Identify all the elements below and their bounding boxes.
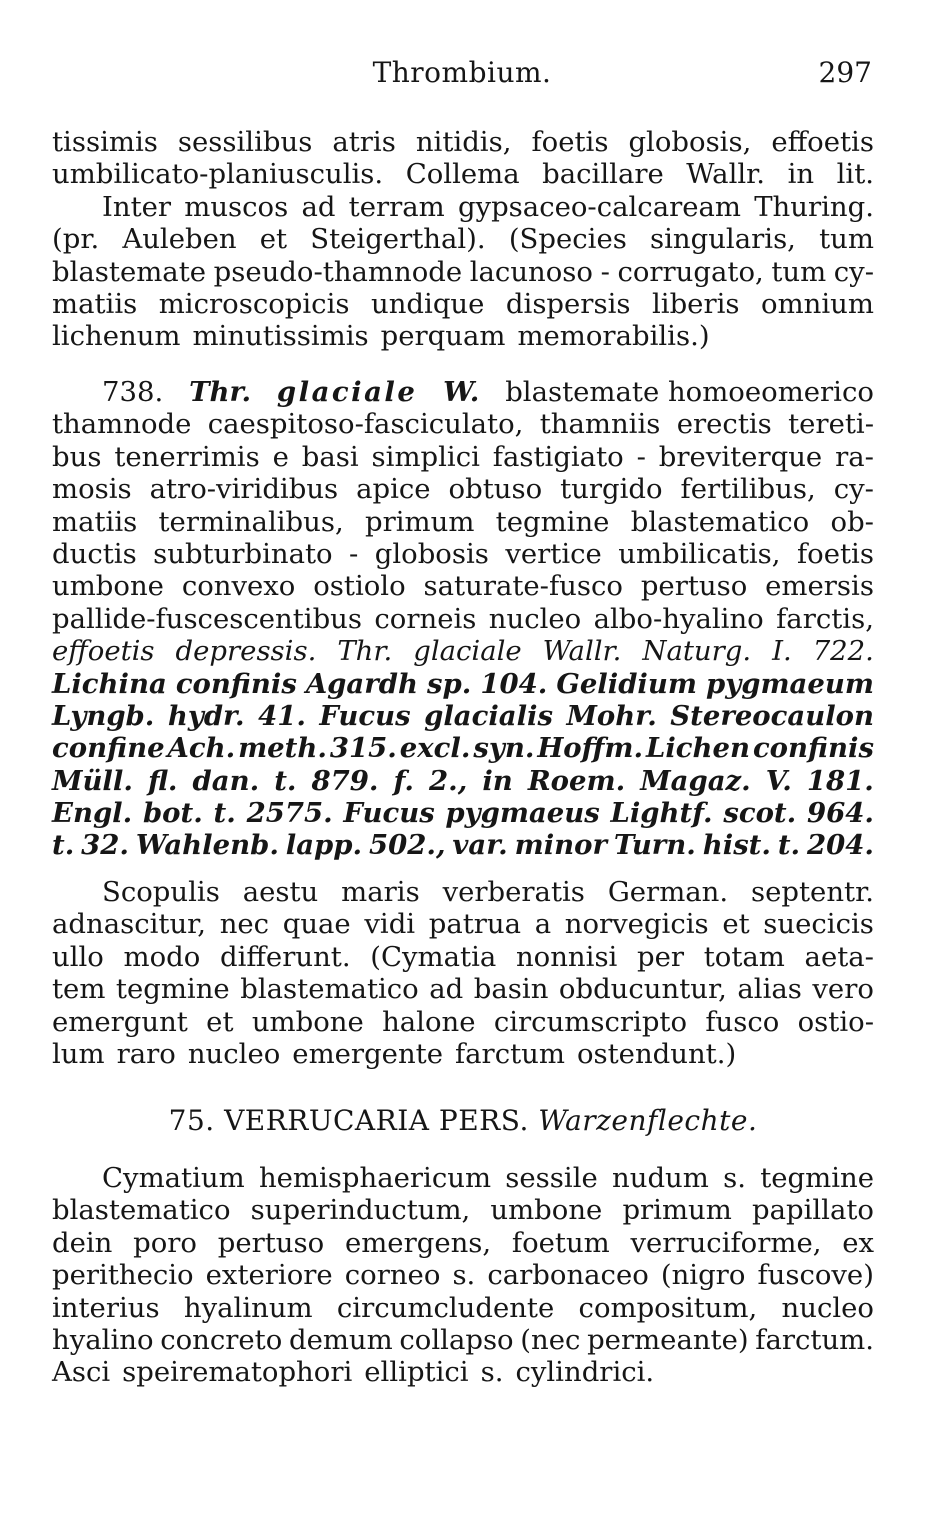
- text-line: lum raro nucleo emergente farctum ostendunt.): [52, 1037, 737, 1070]
- text-line: umbilicato-planiusculis. Collema bacillare Wallr. in lit.: [52, 158, 874, 191]
- text-line: matiis microscopicis undique dispersis liberis omnium: [52, 287, 874, 320]
- text-line: emergunt et umbone halone circumscripto fusco ostio-: [52, 1005, 874, 1038]
- synonym-line: Engl. bot. t. 2575. Fucus pygmaeus Lightf. scot. 964.: [52, 797, 874, 830]
- text-line: dein poro pertuso emergens, foetum verruciforme, ex: [52, 1226, 874, 1259]
- genus-description: [52, 1162, 874, 1389]
- text-line: Cymatium hemisphaericum sessile nudum s. tegmine: [102, 1162, 874, 1194]
- text-line: thamnode caespitoso-fasciculato, thamniis erectis tereti-: [52, 408, 874, 441]
- synonym-line: t. 32. Wahlenb. lapp. 502., var. minor Turn. hist. t. 204.: [52, 829, 874, 862]
- text-line: mosis atro-viridibus apice obtuso turgido fertilibus, cy-: [52, 473, 874, 506]
- synonym-line: confine Ach. meth. 315. excl. syn. Hoffm. Lichen confinis: [52, 732, 874, 765]
- synonym-line: Müll. fl. dan. t. 879. f. 2., in Roem. Magaz. V. 181.: [52, 764, 874, 797]
- text-line: adnascitur, nec quae vidi patrua a norvegicis et suecicis: [52, 908, 874, 941]
- text-line: Inter muscos ad terram gypsaceo-calcaream Thuring.: [102, 190, 874, 223]
- text-line: matiis terminalibus, primum tegmine blastematico ob-: [52, 505, 874, 538]
- text-line: bus tenerrimis e basi simplici fastigiato - breviterque ra-: [52, 440, 874, 473]
- section-name: VERRUCARIA PERS.: [224, 1104, 529, 1137]
- synonym-line: effoetis depressis. Thr. glaciale Wallr. Naturg. I. 722.: [52, 635, 874, 668]
- section-heading: [52, 1104, 874, 1137]
- section-number: 75.: [168, 1104, 215, 1137]
- entry-738: [52, 376, 874, 862]
- text-line: (pr. Auleben et Steigerthal). (Species singularis, tum: [52, 223, 874, 256]
- text-line: hyalino concreto demum collapso (nec permeante) farctum.: [52, 1323, 874, 1356]
- text-line: tem tegmine blastematico ad basin obducuntur, alias vero: [52, 973, 874, 1006]
- text-line: blastematico superinductum, umbone primum papillato: [52, 1194, 874, 1227]
- text-line: ullo modo differunt. (Cymatia nonnisi per totam aeta-: [52, 940, 874, 973]
- running-title: Thrombium.: [372, 56, 552, 89]
- entry-description-start: blastemate homoeomerico: [505, 376, 874, 408]
- text-line: Asci speirematophori elliptici s. cylindrici.: [52, 1356, 655, 1389]
- entry-number: 738.: [102, 376, 164, 408]
- text-line: blastemate pseudo-thamnode lacunoso - corrugato, tum cy-: [52, 255, 874, 288]
- text-line: pallide-fuscescentibus corneis nucleo albo-hyalino farctis,: [52, 602, 874, 635]
- text-line: perithecio exteriore corneo s. carbonaceo (nigro fuscove): [52, 1259, 874, 1292]
- text-line: umbone convexo ostiolo saturate-fusco pertuso emersis: [52, 570, 874, 603]
- entry-author: W.: [443, 376, 480, 408]
- paragraph-continuation: [52, 126, 874, 353]
- section-german-name: Warzenflechte.: [538, 1104, 758, 1137]
- text-line: ductis subturbinato - globosis vertice umbilicatis, foetis: [52, 537, 874, 570]
- entry-heading-line: [52, 376, 874, 408]
- synonym-line: Lichina confinis Agardh sp. 104. Gelidium pygmaeum: [52, 667, 874, 700]
- entry-species: glaciale: [276, 376, 418, 408]
- entry-genus: Thr.: [189, 376, 252, 408]
- habitat-paragraph: [52, 876, 874, 1070]
- text-line: lichenum minutissimis perquam memorabilis.): [52, 320, 710, 353]
- text-line: interius hyalinum circumcludente compositum, nucleo: [52, 1291, 874, 1324]
- running-header: [52, 56, 872, 96]
- text-line: tissimis sessilibus atris nitidis, foetis globosis, effoetis: [52, 126, 874, 158]
- text-line: Scopulis aestu maris verberatis German. septentr.: [102, 876, 874, 908]
- page-number: 297: [818, 56, 872, 89]
- synonym-line: Lyngb. hydr. 41. Fucus glacialis Mohr. Stereocaulon: [52, 699, 874, 732]
